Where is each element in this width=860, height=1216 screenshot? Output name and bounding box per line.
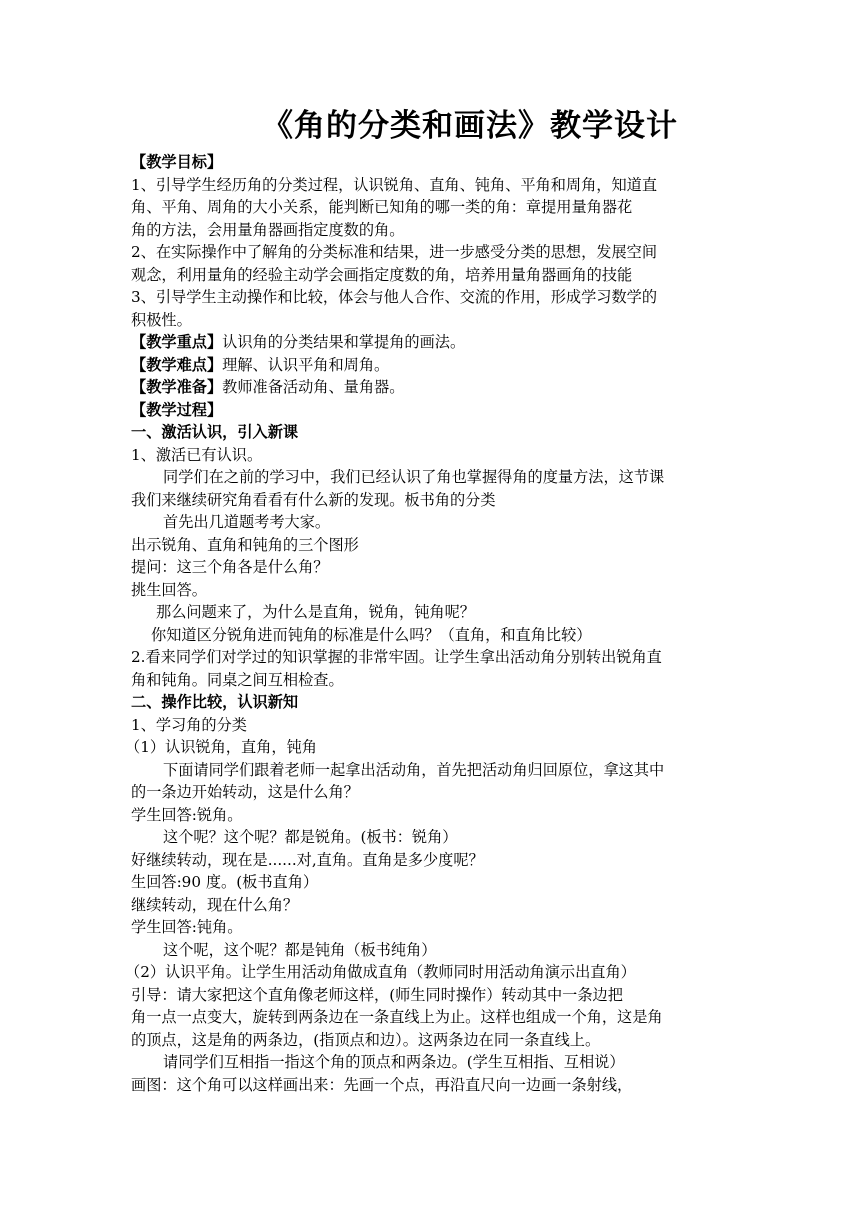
paragraph-line: 的一条边开始转动，这是什么角？	[131, 783, 359, 801]
paragraph-line: 积极性。	[131, 310, 192, 329]
paragraph-line: 观念，利用量角的经验主动学会画指定度数的角，培养用量角器画角的技能	[131, 265, 633, 284]
paragraph-line: 提问：这三个角各是什么角？	[131, 558, 329, 576]
difficulty-text: 理解、认识平角和周角。	[222, 355, 390, 374]
paragraph-line: 同学们在之前的学习中，我们已经认识了角也掌握得角的度量方法，这节课	[163, 468, 665, 486]
paragraph-line: 1、学习角的分类	[131, 715, 247, 734]
subsection-heading: 二、操作比较，认识新知	[131, 693, 299, 711]
paragraph-line: 好继续转动，现在是......对,直角。直角是多少度呢？	[131, 850, 484, 869]
paragraph-line: （1）认识锐角，直角，钝角	[125, 738, 317, 756]
key-point-line	[131, 331, 731, 354]
document-title: 《角的分类和画法》教学设计	[262, 108, 678, 144]
paragraph-line: 角和钝角。同桌之间互相检查。	[131, 670, 344, 689]
subsection-heading: 一、激活认识，引入新课	[131, 423, 299, 441]
section-heading: 【教学目标】	[131, 153, 223, 171]
paragraph-line: （2）认识平角。让学生用活动角做成直角（教师同时用活动角演示出直角）	[125, 963, 636, 981]
paragraph-line: 继续转动，现在什么角？	[131, 895, 299, 914]
difficulty-line	[131, 354, 731, 377]
paragraph-line: 那么问题来了，为什么是直角，锐角，钝角呢？	[156, 603, 475, 621]
paragraph-line: 请同学们互相指一指这个角的顶点和两条边。(学生互相指、互相说）	[163, 1053, 625, 1071]
key-point-text: 认识角的分类结果和掌提角的画法。	[222, 333, 466, 351]
paragraph-line: 我们来继续研究角看看有什么新的发现。板书角的分类	[131, 490, 496, 509]
paragraph-line: 的顶点，这是角的两条边，(指顶点和边）。这两条边在同一条直线上。	[131, 1030, 601, 1049]
difficulty-label: 【教学难点】	[131, 355, 223, 374]
paragraph-line: 2、在实际操作中了解角的分类标准和结果，进一步感受分类的思想，发展空间	[131, 243, 658, 261]
paragraph-line: 角、平角、周角的大小关系，能判断已知角的哪一类的角：章提用量角器花	[131, 198, 633, 216]
paragraph-line: 1、激活已有认识。	[131, 445, 263, 464]
paragraph-line: 角的方法，会用量角器画指定度数的角。	[131, 220, 405, 239]
paragraph-line: 你知道区分锐角进而钝角的标准是什么吗？（直角，和直角比较）	[151, 625, 592, 644]
paragraph-line: 出示锐角、直角和钝角的三个图形	[131, 535, 359, 554]
paragraph-line: 3、引导学生主动操作和比较，体会与他人合作、交流的作用，形成学习数学的	[131, 288, 658, 306]
paragraph-line: 画图：这个角可以这样画出来：先画一个点，再沿直尺向一边画一条射线，	[131, 1075, 633, 1094]
paragraph-line: 生回答:90 度。(板书直角）	[131, 873, 319, 891]
paragraph-line: 这个呢？这个呢？都是锐角。(板书：锐角）	[163, 828, 458, 846]
paragraph-line: 角一点一点变大，旋转到两条边在一条直线上为止。这样也组成一个角，这是角	[131, 1008, 663, 1026]
paragraph-line: 学生回答:锐角。	[131, 805, 243, 824]
paragraph-line: 挑生回答。	[131, 580, 207, 599]
document-body	[125, 151, 731, 1096]
paragraph-line: 首先出几道题考考大家。	[163, 513, 331, 531]
paragraph-line: 学生回答:钝角。	[131, 918, 243, 936]
preparation-text: 教师准备活动角、量角器。	[222, 378, 405, 396]
preparation-line	[131, 376, 731, 399]
key-point-label: 【教学重点】	[131, 333, 223, 351]
preparation-label: 【教学准备】	[131, 378, 223, 396]
paragraph-line: 2.看来同学们对学过的知识掌握的非常牢固。让学生拿出活动角分别转出锐角直	[131, 648, 662, 666]
paragraph-line: 这个呢，这个呢？都是钝角（板书纯角）	[163, 940, 437, 959]
section-heading: 【教学过程】	[131, 400, 223, 419]
paragraph-line: 引导：请大家把这个直角像老师这样，(师生同时操作）转动其中一条边把	[131, 985, 623, 1004]
paragraph-line: 1、引导学生经历角的分类过程，认识锐角、直角、钝角、平角和周角，知道直	[131, 175, 658, 194]
paragraph-line: 下面请同学们跟着老师一起拿出活动角，首先把活动角归回原位，拿这其中	[163, 760, 665, 779]
